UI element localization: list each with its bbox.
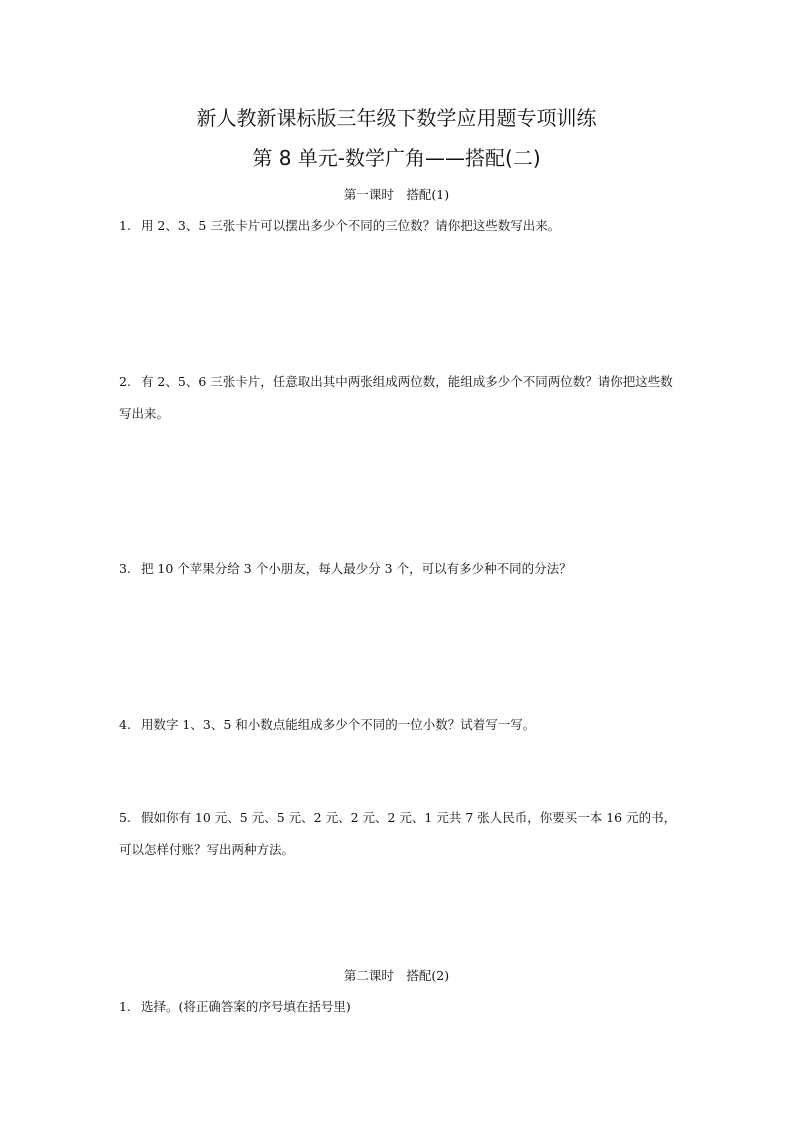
question-text: 选择。(将正确答案的序号填在括号里) <box>140 999 351 1014</box>
question-number: 1. <box>119 218 131 233</box>
question-text: 有 2、5、6 三张卡片，任意取出其中两张组成两位数，能组成多少个不同两位数？请你把这些数写出来。 <box>119 374 673 421</box>
question-2 <box>119 366 679 430</box>
question-text: 把 10 个苹果分给 3 个小朋友，每人最少分 3 个，可以有多少种不同的分法？ <box>140 561 572 576</box>
lesson1-heading: 第一课时 搭配(1) <box>343 187 450 202</box>
question-2-1 <box>119 991 679 1023</box>
question-number: 2. <box>119 374 131 389</box>
question-text: 假如你有 10 元、5 元、5 元、2 元、2 元、2 元、1 元共 7 张人民币，你要买一本 16 元的书，可以怎样付账？写出两种方法。 <box>119 810 677 857</box>
question-5 <box>119 802 679 866</box>
question-text: 用数字 1、3、5 和小数点能组成多少个不同的一位小数？试着写一写。 <box>140 717 536 732</box>
document-title: 新人教新课标版三年级下数学应用题专项训练 <box>196 106 597 130</box>
question-number: 1. <box>119 999 131 1014</box>
question-4 <box>119 709 679 741</box>
question-number: 4. <box>119 717 131 732</box>
question-number: 5. <box>119 810 131 825</box>
lesson2-heading: 第二课时 搭配(2) <box>343 968 450 983</box>
question-number: 3. <box>119 561 131 576</box>
question-text: 用 2、3、5 三张卡片可以摆出多少个不同的三位数？请你把这些数写出来。 <box>140 218 561 233</box>
unit-title: 第 8 单元-数学广角——搭配(二) <box>252 146 541 170</box>
question-1 <box>119 210 679 242</box>
question-3 <box>119 553 679 585</box>
